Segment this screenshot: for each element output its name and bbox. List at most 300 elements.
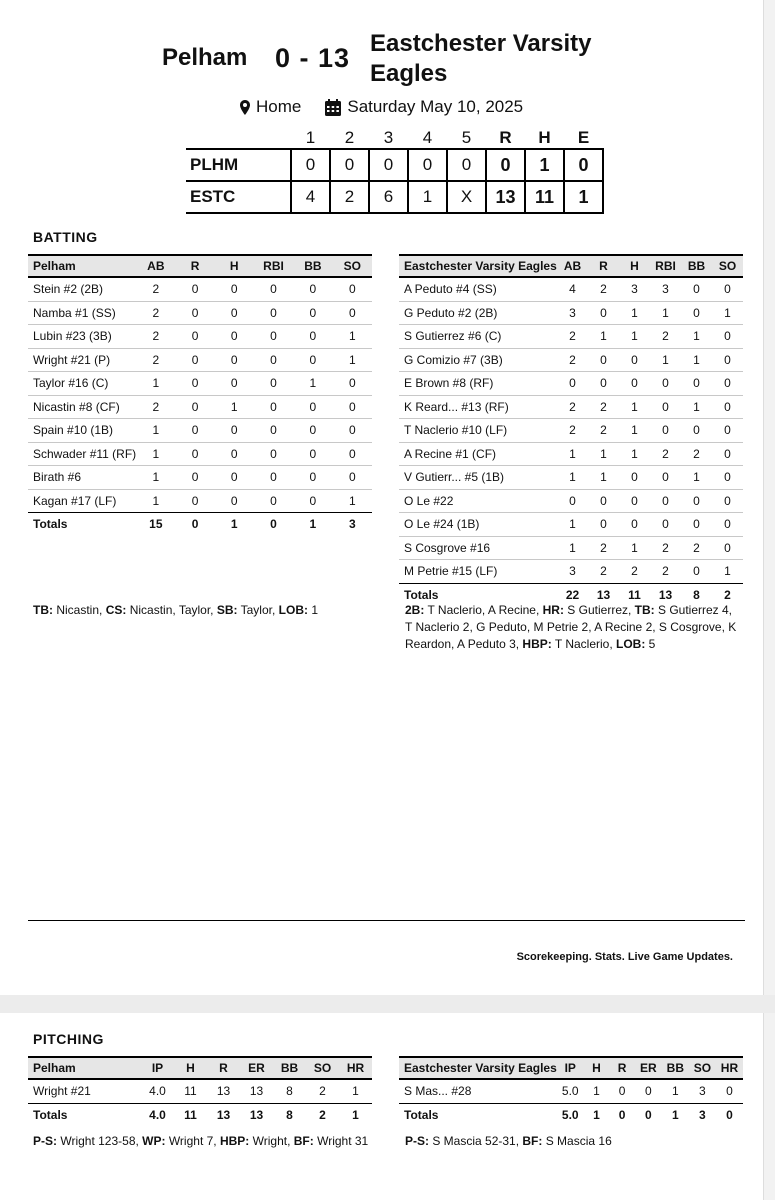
stat-cell: 0 xyxy=(215,372,254,396)
table-row xyxy=(399,395,743,419)
stat-cell: 0 xyxy=(254,513,293,536)
stat-cell: 0 xyxy=(254,419,293,443)
note-label: WP: xyxy=(142,1134,166,1148)
player-name: A Peduto #4 (SS) xyxy=(399,277,557,301)
table-row xyxy=(28,489,372,513)
home-pitching-notes xyxy=(405,1133,740,1150)
footer-tagline: Scorekeeping. Stats. Live Game Updates. xyxy=(516,951,733,963)
note-text: 5 xyxy=(645,637,656,651)
calendar-icon xyxy=(325,99,341,116)
stat-cell: 0 xyxy=(176,395,215,419)
stat-cell: 0 xyxy=(254,277,293,301)
stat-cell: 1 xyxy=(588,442,619,466)
stat-cell: 0 xyxy=(588,372,619,396)
inning-cell: 0 xyxy=(369,149,408,181)
home-batting-notes xyxy=(405,602,740,653)
stat-cell: 1 xyxy=(557,513,588,537)
stat-cell: 0 xyxy=(681,513,712,537)
table-row xyxy=(399,372,743,396)
stat-cell: 0 xyxy=(650,372,681,396)
stat-cell: 1 xyxy=(136,372,175,396)
note-label: LOB: xyxy=(616,637,646,651)
player-name: Taylor #16 (C) xyxy=(28,372,136,396)
stat-cell: 1 xyxy=(557,442,588,466)
errors-cell: 0 xyxy=(564,149,603,181)
stat-cell: 0 xyxy=(609,1103,635,1126)
away-team-name: Pelham xyxy=(162,44,248,71)
scorecard-page-2 xyxy=(0,1013,764,1200)
stat-cell: 0 xyxy=(712,442,743,466)
stat-cell: 0 xyxy=(650,489,681,513)
note-label: TB: xyxy=(33,603,53,617)
stat-cell: 1 xyxy=(619,395,650,419)
stat-cell: 2 xyxy=(136,348,175,372)
stat-cell: 0 xyxy=(712,536,743,560)
stat-cell: 2 xyxy=(588,560,619,584)
inning-cell: 0 xyxy=(291,149,330,181)
table-row xyxy=(28,1079,372,1103)
stat-cell: 0 xyxy=(176,513,215,536)
stat-cell: 2 xyxy=(619,560,650,584)
stat-cell: 0 xyxy=(254,395,293,419)
stat-cell: 0 xyxy=(215,325,254,349)
away-pitching-notes xyxy=(33,1133,373,1150)
inning-cell: 0 xyxy=(408,149,447,181)
stat-cell: 3 xyxy=(333,513,372,536)
stat-cell: 0 xyxy=(650,395,681,419)
stat-cell: 0 xyxy=(681,372,712,396)
player-name: Kagan #17 (LF) xyxy=(28,489,136,513)
stat-cell: 0 xyxy=(254,372,293,396)
linescore-team: PLHM xyxy=(186,149,291,181)
player-name: V Gutierr... #5 (1B) xyxy=(399,466,557,490)
stat-cell: 22 xyxy=(557,583,588,606)
note-text: 1 xyxy=(307,603,318,617)
batting-section-title: BATTING xyxy=(33,229,98,245)
stat-cell: 0 xyxy=(215,442,254,466)
stat-cell: 0 xyxy=(254,442,293,466)
stat-cell: 4 xyxy=(557,277,588,301)
stat-cell: 0 xyxy=(619,466,650,490)
stat-cell: 13 xyxy=(207,1079,240,1103)
note-label: HR: xyxy=(542,603,564,617)
stat-cell: 0 xyxy=(333,466,372,490)
stat-cell: 4.0 xyxy=(141,1079,174,1103)
stat-cell: 2 xyxy=(557,395,588,419)
player-name: Totals xyxy=(28,1103,141,1126)
stat-cell: 2 xyxy=(712,583,743,606)
stat-cell: 2 xyxy=(557,348,588,372)
stat-cell: 1 xyxy=(215,513,254,536)
stat-cell: 1 xyxy=(681,466,712,490)
stat-cell: 1 xyxy=(215,395,254,419)
table-row xyxy=(399,513,743,537)
stat-cell: 0 xyxy=(176,372,215,396)
player-name: S Gutierrez #6 (C) xyxy=(399,325,557,349)
stat-cell: 0 xyxy=(293,277,332,301)
table-row xyxy=(399,1079,743,1103)
final-score: 0 - 13 xyxy=(275,43,351,73)
stat-cell: 0 xyxy=(681,277,712,301)
totals-row xyxy=(28,513,372,536)
stat-cell: 13 xyxy=(240,1103,273,1126)
player-name: Schwader #11 (RF) xyxy=(28,442,136,466)
note-label: BF: xyxy=(293,1134,314,1148)
stat-cell: 0 xyxy=(293,442,332,466)
stat-cell: 1 xyxy=(584,1079,610,1103)
stat-cell: 1 xyxy=(136,489,175,513)
stat-cell: 0 xyxy=(712,419,743,443)
stat-cell: 1 xyxy=(584,1103,610,1126)
stat-cell: 3 xyxy=(557,560,588,584)
stat-column-header: SO xyxy=(306,1057,339,1079)
location-label: Home xyxy=(256,97,302,116)
note-label: LOB: xyxy=(278,603,308,617)
linescore-row-home xyxy=(186,181,603,213)
note-label: P-S: xyxy=(405,1134,429,1148)
game-meta xyxy=(240,97,523,117)
note-text: Nicastin, Taylor, xyxy=(126,603,217,617)
note-text: S Gutierrez 4, T Naclerio 2, G Peduto, M Petrie 2, A Recine 2, S Cosgrove, K Reardon, A Peduto 3, xyxy=(405,603,737,651)
stat-column-header: H xyxy=(174,1057,207,1079)
stat-cell: 1 xyxy=(681,348,712,372)
note-label: HBP: xyxy=(522,637,552,651)
stat-cell: 0 xyxy=(176,419,215,443)
note-label: HBP: xyxy=(219,1134,250,1148)
stat-column-header: H xyxy=(215,255,254,277)
note-text: T Naclerio, A Recine, xyxy=(424,603,543,617)
player-name: Totals xyxy=(399,1103,557,1126)
stat-cell: 0 xyxy=(215,466,254,490)
linescore-row-away xyxy=(186,149,603,181)
hits-header: H xyxy=(538,128,551,147)
stat-cell: 1 xyxy=(681,325,712,349)
stat-cell: 0 xyxy=(293,325,332,349)
stat-cell: 0 xyxy=(712,489,743,513)
note-text: Wright 123-58, xyxy=(57,1134,143,1148)
table-row xyxy=(399,348,743,372)
runs-cell: 0 xyxy=(486,149,525,181)
stat-cell: 2 xyxy=(136,301,175,325)
stat-cell: 2 xyxy=(588,395,619,419)
stat-column-header: IP xyxy=(557,1057,584,1079)
stat-column-header: H xyxy=(619,255,650,277)
linescore-team: ESTC xyxy=(186,181,291,213)
table-row xyxy=(399,536,743,560)
stat-cell: 0 xyxy=(254,348,293,372)
stat-column-header: AB xyxy=(557,255,588,277)
table-row xyxy=(28,348,372,372)
player-name: K Reard... #13 (RF) xyxy=(399,395,557,419)
table-row xyxy=(399,489,743,513)
player-name: O Le #22 xyxy=(399,489,557,513)
stat-cell: 0 xyxy=(712,325,743,349)
stat-cell: 1 xyxy=(619,419,650,443)
stat-cell: 2 xyxy=(650,325,681,349)
player-name: Wright #21 (P) xyxy=(28,348,136,372)
note-text: Taylor, xyxy=(237,603,279,617)
stat-cell: 1 xyxy=(681,395,712,419)
stat-cell: 11 xyxy=(174,1103,207,1126)
note-text: Wright 31 xyxy=(313,1134,369,1148)
stat-column-header: HR xyxy=(339,1057,372,1079)
stat-cell: 0 xyxy=(293,466,332,490)
linescore-table xyxy=(186,128,604,214)
stat-column-header: SO xyxy=(333,255,372,277)
team-column-header: Eastchester Varsity Eagles xyxy=(399,255,557,277)
stat-cell: 0 xyxy=(293,395,332,419)
note-text: Nicastin, xyxy=(53,603,106,617)
stat-cell: 0 xyxy=(681,301,712,325)
inning-header: 5 xyxy=(461,128,472,147)
team-column-header: Eastchester Varsity Eagles xyxy=(399,1057,557,1079)
stat-cell: 3 xyxy=(689,1103,716,1126)
stat-cell: 11 xyxy=(174,1079,207,1103)
stat-cell: 0 xyxy=(588,513,619,537)
stat-cell: 4.0 xyxy=(141,1103,174,1126)
stat-cell: 1 xyxy=(588,325,619,349)
stat-cell: 0 xyxy=(712,395,743,419)
stat-cell: 0 xyxy=(635,1103,662,1126)
stat-column-header: R xyxy=(176,255,215,277)
player-name: G Peduto #2 (2B) xyxy=(399,301,557,325)
stat-cell: 0 xyxy=(712,348,743,372)
stat-cell: 0 xyxy=(176,277,215,301)
table-row xyxy=(28,419,372,443)
stat-cell: 0 xyxy=(254,301,293,325)
stat-cell: 2 xyxy=(136,325,175,349)
stat-cell: 1 xyxy=(712,560,743,584)
stat-cell: 0 xyxy=(619,513,650,537)
stat-column-header: SO xyxy=(712,255,743,277)
stat-cell: 0 xyxy=(293,301,332,325)
stat-cell: 2 xyxy=(681,442,712,466)
player-name: G Comizio #7 (3B) xyxy=(399,348,557,372)
stat-cell: 1 xyxy=(650,301,681,325)
stat-cell: 0 xyxy=(254,489,293,513)
inning-cell: 6 xyxy=(369,181,408,213)
stat-cell: 0 xyxy=(215,348,254,372)
player-name: S Cosgrove #16 xyxy=(399,536,557,560)
stat-cell: 11 xyxy=(619,583,650,606)
team-column-header: Pelham xyxy=(28,1057,141,1079)
stat-cell: 0 xyxy=(176,489,215,513)
stat-cell: 8 xyxy=(273,1103,306,1126)
stat-cell: 1 xyxy=(662,1079,689,1103)
errors-header: E xyxy=(577,128,590,147)
stat-column-header: BB xyxy=(273,1057,306,1079)
note-label: CS: xyxy=(105,603,127,617)
inning-cell: 0 xyxy=(330,149,369,181)
stat-cell: 13 xyxy=(650,583,681,606)
player-name: M Petrie #15 (LF) xyxy=(399,560,557,584)
player-name: Nicastin #8 (CF) xyxy=(28,395,136,419)
stat-cell: 0 xyxy=(215,301,254,325)
totals-row xyxy=(28,1103,372,1126)
team-column-header: Pelham xyxy=(28,255,136,277)
stat-cell: 1 xyxy=(557,466,588,490)
player-name: A Recine #1 (CF) xyxy=(399,442,557,466)
home-batting-table xyxy=(399,254,743,606)
stat-cell: 0 xyxy=(215,277,254,301)
table-row xyxy=(28,301,372,325)
stat-cell: 0 xyxy=(619,489,650,513)
player-name: E Brown #8 (RF) xyxy=(399,372,557,396)
stat-cell: 0 xyxy=(609,1079,635,1103)
player-name: Totals xyxy=(399,583,557,606)
stat-cell: 0 xyxy=(588,489,619,513)
stat-cell: 0 xyxy=(176,466,215,490)
stat-cell: 0 xyxy=(333,442,372,466)
stat-cell: 3 xyxy=(619,277,650,301)
stat-cell: 2 xyxy=(650,442,681,466)
inning-cell: 1 xyxy=(408,181,447,213)
stat-cell: 1 xyxy=(662,1103,689,1126)
stat-cell: 0 xyxy=(650,466,681,490)
home-team-name xyxy=(370,29,650,89)
stat-column-header: BB xyxy=(662,1057,689,1079)
stat-cell: 0 xyxy=(635,1079,662,1103)
pitching-section-title: PITCHING xyxy=(33,1031,104,1047)
stat-column-header: AB xyxy=(136,255,175,277)
note-text: T Naclerio, xyxy=(551,637,617,651)
stat-cell: 1 xyxy=(619,536,650,560)
stat-cell: 0 xyxy=(712,277,743,301)
inning-header: 4 xyxy=(422,128,433,147)
stat-column-header: RBI xyxy=(650,255,681,277)
stat-cell: 13 xyxy=(588,583,619,606)
stat-cell: 0 xyxy=(650,419,681,443)
stat-cell: 2 xyxy=(557,419,588,443)
stat-cell: 2 xyxy=(650,536,681,560)
stat-cell: 0 xyxy=(716,1103,743,1126)
table-row xyxy=(28,466,372,490)
stat-cell: 2 xyxy=(588,536,619,560)
game-date: Saturday May 10, 2025 xyxy=(347,97,524,116)
inning-cell: 0 xyxy=(447,149,486,181)
stat-cell: 2 xyxy=(650,560,681,584)
table-row xyxy=(399,277,743,301)
inning-cell: 2 xyxy=(330,181,369,213)
stat-cell: 5.0 xyxy=(557,1103,584,1126)
stat-cell: 1 xyxy=(136,442,175,466)
stat-column-header: BB xyxy=(681,255,712,277)
note-text: S Gutierrez, xyxy=(563,603,635,617)
stat-cell: 1 xyxy=(557,536,588,560)
stat-cell: 13 xyxy=(240,1079,273,1103)
note-text: S Mascia 52-31, xyxy=(429,1134,523,1148)
stat-cell: 0 xyxy=(681,489,712,513)
stat-cell: 1 xyxy=(293,372,332,396)
stat-cell: 0 xyxy=(176,301,215,325)
stat-cell: 2 xyxy=(136,395,175,419)
stat-cell: 2 xyxy=(557,325,588,349)
inning-header: 3 xyxy=(383,128,394,147)
stat-cell: 2 xyxy=(306,1079,339,1103)
stat-cell: 2 xyxy=(681,536,712,560)
stat-cell: 0 xyxy=(712,513,743,537)
stat-cell: 1 xyxy=(333,325,372,349)
note-text: Wright, xyxy=(249,1134,294,1148)
table-row xyxy=(28,372,372,396)
page-gap xyxy=(0,995,775,1013)
runs-cell: 13 xyxy=(486,181,525,213)
player-name: Wright #21 xyxy=(28,1079,141,1103)
stat-cell: 1 xyxy=(650,348,681,372)
away-batting-table xyxy=(28,254,372,536)
table-row xyxy=(28,325,372,349)
player-name: S Mas... #28 xyxy=(399,1079,557,1103)
player-name: Stein #2 (2B) xyxy=(28,277,136,301)
stat-cell: 0 xyxy=(293,489,332,513)
stat-cell: 5.0 xyxy=(557,1079,584,1103)
table-row xyxy=(399,301,743,325)
away-batting-notes xyxy=(33,602,373,619)
stat-cell: 13 xyxy=(207,1103,240,1126)
stat-column-header: H xyxy=(584,1057,610,1079)
stat-cell: 0 xyxy=(254,466,293,490)
stat-cell: 0 xyxy=(215,489,254,513)
stat-cell: 1 xyxy=(619,325,650,349)
stat-cell: 0 xyxy=(333,419,372,443)
stat-column-header: HR xyxy=(716,1057,743,1079)
stat-column-header: R xyxy=(609,1057,635,1079)
table-row xyxy=(399,560,743,584)
inning-cell: 4 xyxy=(291,181,330,213)
stat-cell: 2 xyxy=(306,1103,339,1126)
note-text: S Mascia 16 xyxy=(542,1134,612,1148)
player-name: O Le #24 (1B) xyxy=(399,513,557,537)
stat-cell: 0 xyxy=(254,325,293,349)
stat-cell: 0 xyxy=(557,372,588,396)
stat-cell: 0 xyxy=(176,442,215,466)
stat-cell: 1 xyxy=(619,301,650,325)
stat-column-header: ER xyxy=(240,1057,273,1079)
stat-cell: 0 xyxy=(293,348,332,372)
table-row xyxy=(399,419,743,443)
home-team-name-line1: Eastchester Varsity xyxy=(370,30,592,57)
player-name: T Naclerio #10 (LF) xyxy=(399,419,557,443)
player-name: Birath #6 xyxy=(28,466,136,490)
table-row xyxy=(28,277,372,301)
stat-cell: 1 xyxy=(712,301,743,325)
note-label: P-S: xyxy=(33,1134,57,1148)
stat-cell: 3 xyxy=(650,277,681,301)
stat-cell: 2 xyxy=(136,277,175,301)
stat-cell: 1 xyxy=(339,1103,372,1126)
note-text: Wright 7, xyxy=(165,1134,220,1148)
stat-cell: 0 xyxy=(681,419,712,443)
stat-cell: 0 xyxy=(293,419,332,443)
table-row xyxy=(28,442,372,466)
note-label: 2B: xyxy=(405,603,425,617)
footer-divider xyxy=(28,920,745,921)
stat-cell: 1 xyxy=(333,348,372,372)
note-label: BF: xyxy=(522,1134,543,1148)
inning-cell: X xyxy=(447,181,486,213)
stat-cell: 0 xyxy=(716,1079,743,1103)
stat-cell: 0 xyxy=(333,372,372,396)
stat-cell: 1 xyxy=(136,466,175,490)
stat-cell: 3 xyxy=(557,301,588,325)
hits-cell: 11 xyxy=(525,181,564,213)
stat-cell: 0 xyxy=(215,419,254,443)
home-team-name-line2: Eagles xyxy=(370,60,448,87)
table-row xyxy=(399,325,743,349)
stat-cell: 0 xyxy=(333,277,372,301)
stat-cell: 0 xyxy=(619,348,650,372)
stat-column-header: IP xyxy=(141,1057,174,1079)
